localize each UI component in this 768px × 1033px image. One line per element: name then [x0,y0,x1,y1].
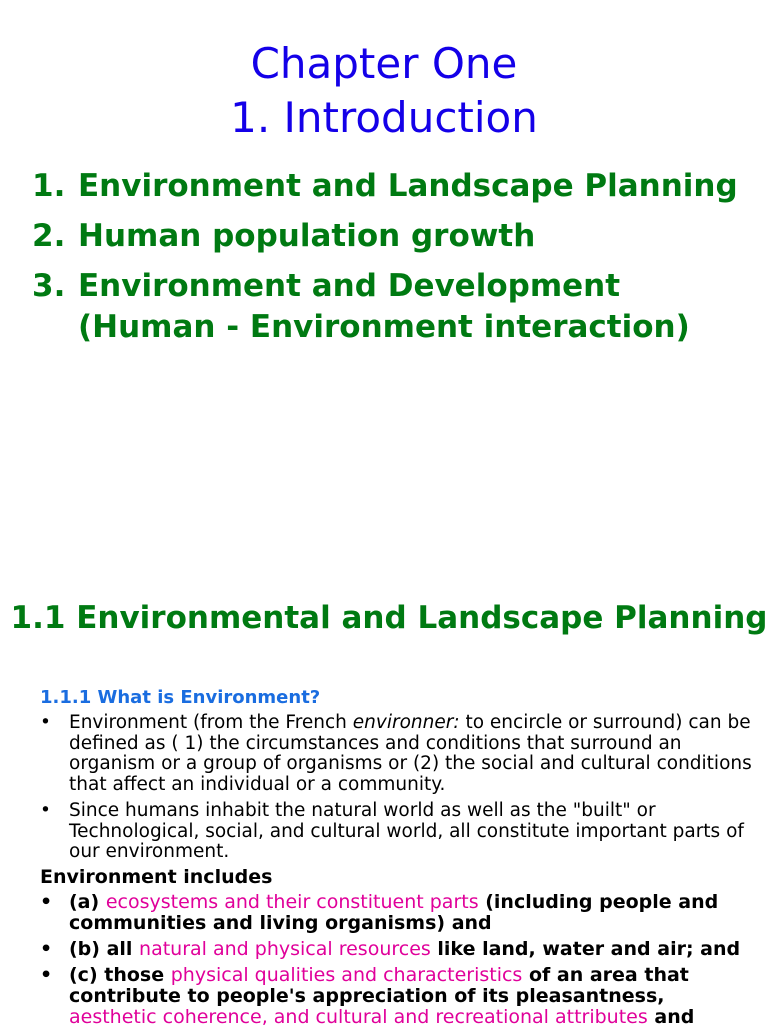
definition-text: Since humans inhabit the natural world as well as the "built" or Technological, social, and cultural world, all constitute important parts of our environment. [69,800,744,862]
highlight-text: ecosystems and their constituent parts [105,891,479,913]
highlight-text: physical qualities and characteristics [170,964,523,986]
topic-number: 2. [32,218,66,254]
item-prefix: (a) [69,891,106,913]
definition-text-start: Environment (from the French [69,712,353,733]
topic-text: Environment and Development (Human - Environment interaction) [78,268,690,345]
topic-text: Human population growth [78,218,536,254]
item-suffix: and [647,1006,695,1028]
includes-heading: Environment includes [40,866,273,888]
topic-list [32,166,754,357]
section-title: 1.1 Environmental and Landscape Planning [10,600,768,636]
includes-item-b [40,939,758,960]
bullet-icon: • [40,964,53,986]
topic-item [32,216,754,257]
item-middle: of an area that contribute to people's appreciation of its pleasantness, [69,964,689,1007]
bullet-icon: • [40,800,51,821]
includes-item-c [40,965,758,1028]
topic-item [32,266,754,348]
highlight-text: aesthetic coherence, and cultural and recreational attributes [69,1006,648,1028]
topic-text: Environment and Landscape Planning [78,168,738,204]
definition-item [40,801,758,863]
introduction-title: 1. Introduction [230,93,538,142]
item-prefix: (c) those [69,964,171,986]
subsection-title: 1.1.1 What is Environment? [40,687,321,708]
topic-number: 3. [32,268,66,304]
chapter-title: Chapter One [250,39,518,88]
definition-text-end: to encircle or surround) can be defined as ( 1) the circumstances and conditions that surround an organism or a group of organisms or (2) the social and cultural conditions that affect an individual or a community. [69,712,752,795]
item-suffix: (including people and communities and living organisms) and [69,891,719,934]
item-prefix: (b) all [69,938,140,960]
includes-list [40,892,758,1033]
definition-item [40,713,758,795]
topic-number: 1. [32,168,66,204]
definition-list [40,713,758,869]
item-suffix: like land, water and air; and [430,938,741,960]
bullet-icon: • [40,938,53,960]
highlight-text: natural and physical resources [139,938,431,960]
bullet-icon: • [40,712,51,733]
french-term: environner: [352,712,460,733]
includes-item-a [40,892,758,934]
topic-item [32,166,754,207]
bullet-icon: • [40,891,53,913]
